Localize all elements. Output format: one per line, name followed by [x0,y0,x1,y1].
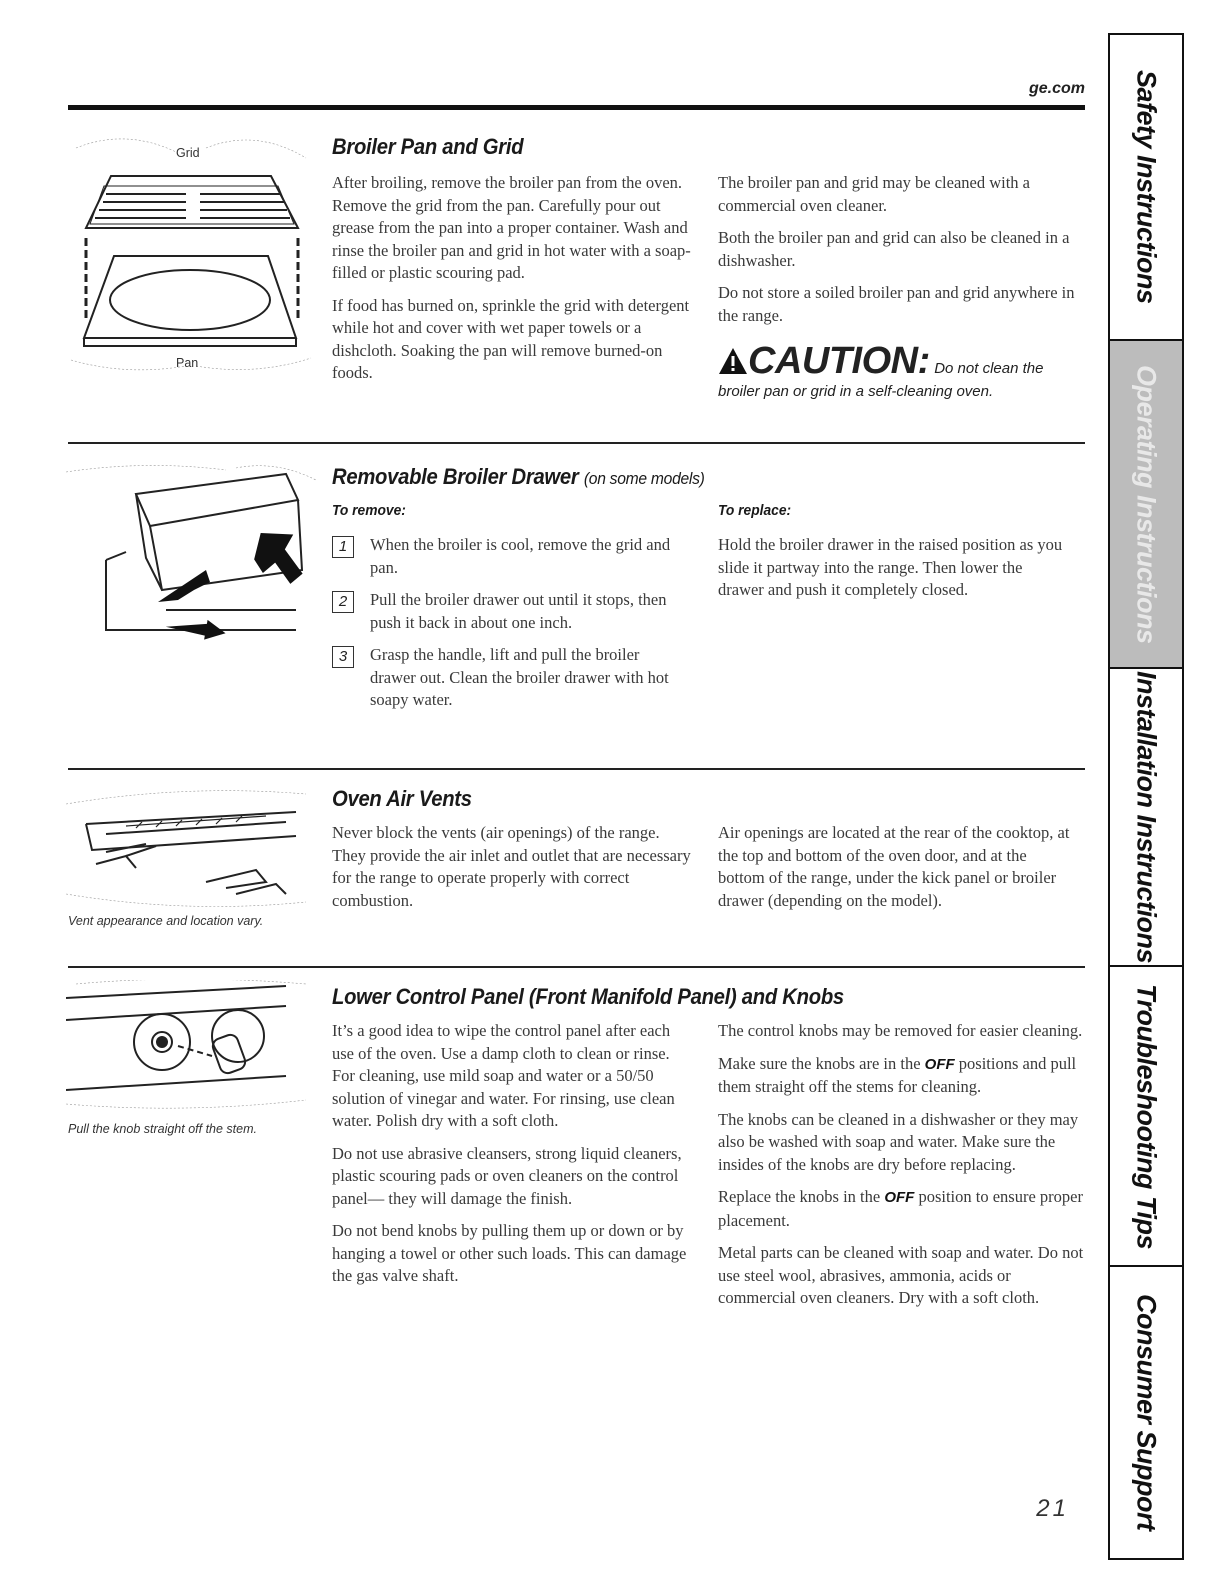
step-number-2: 2 [332,591,354,613]
panel-col2 [718,1020,1086,1320]
section-rule-1 [68,442,1085,444]
off-label-1: OFF [924,1055,955,1073]
pan-label: Pan [176,356,199,370]
step-text-1: When the broiler is cool, remove the grid and pan. [370,535,671,577]
broiler-col1-p1: After broiling, remove the broiler pan from the oven. Remove the grid from the pan. Carefully pour out grease from the pan into a proper container. Wash and rinse the broiler pan and grid in hot water with a soap-filled or plastic scouring pad. [332,173,691,282]
section-rule-2 [68,768,1085,770]
warning-triangle-icon [718,347,748,375]
tab-installation-instructions[interactable] [1110,669,1182,967]
air-vents-illustration [66,784,316,914]
tab-safety-instructions[interactable] [1110,35,1182,341]
drawer-title-main: Removable Broiler Drawer [332,464,579,489]
panel-col2-p1: The control knobs may be removed for easier cleaning. [718,1021,1083,1040]
broiler-col2-p3: Do not store a soiled broiler pan and grid anywhere in the range. [718,283,1075,325]
panel-col1 [332,1020,694,1298]
header-rule [68,105,1085,110]
step-1 [332,534,682,579]
caution-word: CAUTION: [748,340,930,382]
broiler-col2 [718,172,1080,337]
step-text-2: Pull the broiler drawer out until it stops, then push it back in about one inch. [370,590,667,632]
panel-col2-p4a: Replace the knobs in the [718,1187,881,1206]
to-remove-label: To remove: [332,502,406,519]
drawer-title [332,464,705,490]
panel-col2-p4 [718,1186,1086,1232]
tab-operating-instructions[interactable] [1110,341,1182,669]
panel-caption: Pull the knob straight off the stem. [68,1122,257,1136]
broiler-pan-grid-illustration [66,128,316,378]
vents-title: Oven Air Vents [332,786,472,811]
step-number-1: 1 [332,536,354,558]
broiler-col2-p2: Both the broiler pan and grid can also be cleaned in a dishwasher. [718,228,1070,270]
tab-troubleshooting-tips[interactable] [1110,967,1182,1267]
caution-block [718,340,1080,401]
step-2 [332,589,682,634]
drawer-title-sub: (on some models) [583,469,705,488]
broiler-drawer-illustration [66,460,316,650]
page-number: 21 [1036,1495,1069,1522]
panel-col1-p2: Do not use abrasive cleansers, strong liquid cleaners, plastic scouring pads or oven cleaners on the control panel— they will damage the finish. [332,1143,682,1208]
site-url: ge.com [1028,80,1085,97]
broiler-col1-p2: If food has burned on, sprinkle the grid with detergent while hot and cover with wet paper towels or a dishcloth. Soaking the pan will remove burned-on foods. [332,295,690,382]
step-number-3: 3 [332,646,354,668]
step-3 [332,644,682,712]
broiler-title: Broiler Pan and Grid [332,134,524,159]
panel-col1-p1: It’s a good idea to wipe the control panel after each use of the oven. Use a damp cloth to clean or rinse. For cleaning, use mild soap and water or a 50/50 solution of vinegar and water. For rinsing, use clean water. Polish dry with a soft cloth. [332,1021,675,1130]
section-rule-3 [68,966,1085,968]
broiler-col2-p1: The broiler pan and grid may be cleaned with a commercial oven cleaner. [718,173,1031,215]
panel-col2-p3: The knobs can be cleaned in a dishwasher or they may also be washed with soap and water. Make sure the insides of the knobs are dry before replacing. [718,1109,1079,1174]
off-label-2: OFF [884,1189,915,1206]
tab-consumer-support[interactable] [1110,1267,1182,1558]
panel-title: Lower Control Panel (Front Manifold Panel) and Knobs [332,984,844,1009]
control-knob-illustration [66,980,316,1110]
panel-col2-p2a: Make sure the knobs are in the [718,1053,921,1073]
tab-label-troubleshooting: Troubleshooting Tips [1131,983,1162,1249]
tab-label-safety: Safety Instructions [1131,70,1162,304]
panel-col2-p5: Metal parts can be cleaned with soap and water. Do not use steel wool, abrasives, ammonia, acids or commercial oven cleaners. Dry with a soft cloth. [718,1243,1084,1307]
tab-label-installation: Installation Instructions [1131,670,1162,964]
vents-caption: Vent appearance and location vary. [68,914,264,928]
section-sidebar [1108,33,1184,1560]
remove-steps [332,534,682,722]
broiler-col1 [332,172,692,395]
tab-label-operating: Operating Instructions [1131,364,1162,644]
grid-label: Grid [176,146,200,160]
vents-col1: Never block the vents (air openings) of the range. They provide the air inlet and outlet that are necessary for the range to operate properly with correct combustion. [332,823,691,910]
panel-col1-p3: Do not bend knobs by pulling them up or down or by hanging a towel or other such loads. This can damage the gas valve shaft. [332,1221,687,1285]
panel-col2-p2 [718,1053,1086,1099]
step-text-3: Grasp the handle, lift and pull the broiler drawer out. Clean the broiler drawer with hot soapy water. [370,645,669,709]
replace-text: Hold the broiler drawer in the raised position as you slide it partway into the range. Then lower the drawer and push it completely closed. [718,535,1063,599]
panel-col2-p2b: positions and pull them straight off the stems for cleaning. [718,1053,1077,1096]
caution-text: Do not clean the broiler pan or grid in a self-cleaning oven. [718,360,1044,400]
to-replace-label: To replace: [718,502,792,519]
tab-label-consumer: Consumer Support [1131,1294,1162,1531]
vents-col2: Air openings are located at the rear of the cooktop, at the top and bottom of the oven door, and at the bottom of the range, under the kick panel or broiler drawer (depending on the model). [718,823,1070,910]
panel-col2-p4b: position to ensure proper placement. [718,1187,1083,1230]
